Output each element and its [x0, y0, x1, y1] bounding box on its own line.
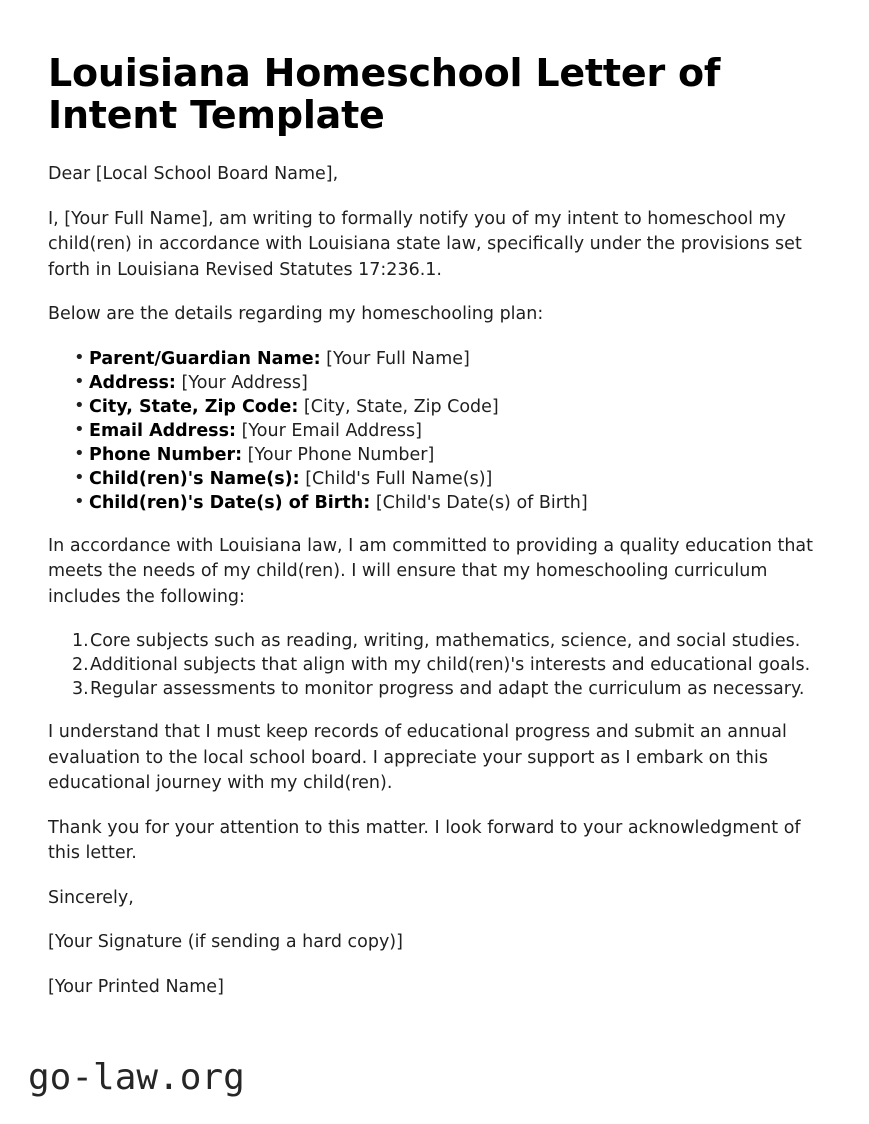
detail-label: City, State, Zip Code:: [89, 396, 299, 417]
site-watermark: go-law.org: [28, 1057, 245, 1098]
records-paragraph: I understand that I must keep records of educational progress and submit an annual evaluation to the local school board. I appreciate your support as I embark on this educational journey with my child(ren).: [48, 722, 787, 793]
salutation: Dear [Local School Board Name],: [48, 164, 339, 184]
list-item: [48, 467, 824, 491]
detail-value: [Your Full Name]: [326, 348, 470, 369]
intro-paragraph: I, [Your Full Name], am writing to formally notify you of my intent to homeschool my child(ren) in accordance with Louisiana state law, specifically under the provisions set forth in Louisiana Revised Statutes 17:236.1.: [48, 208, 802, 280]
list-item: [48, 371, 824, 395]
detail-value: [Child's Full Name(s)]: [305, 468, 493, 489]
list-item: [48, 347, 824, 371]
curriculum-list: [48, 629, 824, 701]
detail-value: [Your Address]: [181, 372, 308, 393]
list-item: [48, 419, 824, 443]
list-item: Additional subjects that align with my child(ren)'s interests and educational goals.: [90, 655, 811, 675]
list-item: [48, 491, 824, 515]
detail-label: Child(ren)'s Name(s):: [89, 468, 300, 489]
sign-off: Sincerely,: [48, 887, 134, 908]
detail-value: [Your Phone Number]: [247, 444, 435, 465]
list-item: Core subjects such as reading, writing, mathematics, science, and social studies.: [90, 631, 801, 651]
detail-value: [Child's Date(s) of Birth]: [375, 492, 588, 513]
list-item: Regular assessments to monitor progress and adapt the curriculum as necessary.: [90, 679, 805, 699]
details-list: [48, 347, 824, 515]
list-item: [48, 395, 824, 419]
document-body: [48, 52, 824, 1000]
detail-value: [City, State, Zip Code]: [303, 396, 499, 417]
printed-name-line: [Your Printed Name]: [48, 976, 224, 997]
detail-value: [Your Email Address]: [241, 420, 422, 441]
list-item: [48, 443, 824, 467]
signature-block: [48, 886, 824, 1001]
detail-label: Address:: [89, 372, 176, 393]
details-lead-in: Below are the details regarding my homeschooling plan:: [48, 304, 544, 324]
signature-line: [Your Signature (if sending a hard copy)]: [48, 932, 403, 952]
page-title: Louisiana Homeschool Letter of Intent Template: [48, 51, 721, 137]
detail-label: Phone Number:: [89, 444, 243, 465]
detail-label: Parent/Guardian Name:: [89, 348, 321, 369]
detail-label: Child(ren)'s Date(s) of Birth:: [89, 492, 371, 513]
detail-label: Email Address:: [89, 420, 237, 441]
closing-paragraph: Thank you for your attention to this matter. I look forward to your acknowledgment of this letter.: [48, 817, 801, 863]
curriculum-lead-in: In accordance with Louisiana law, I am committed to providing a quality education that meets the needs of my child(ren). I will ensure that my homeschooling curriculum includes the following:: [48, 535, 814, 607]
